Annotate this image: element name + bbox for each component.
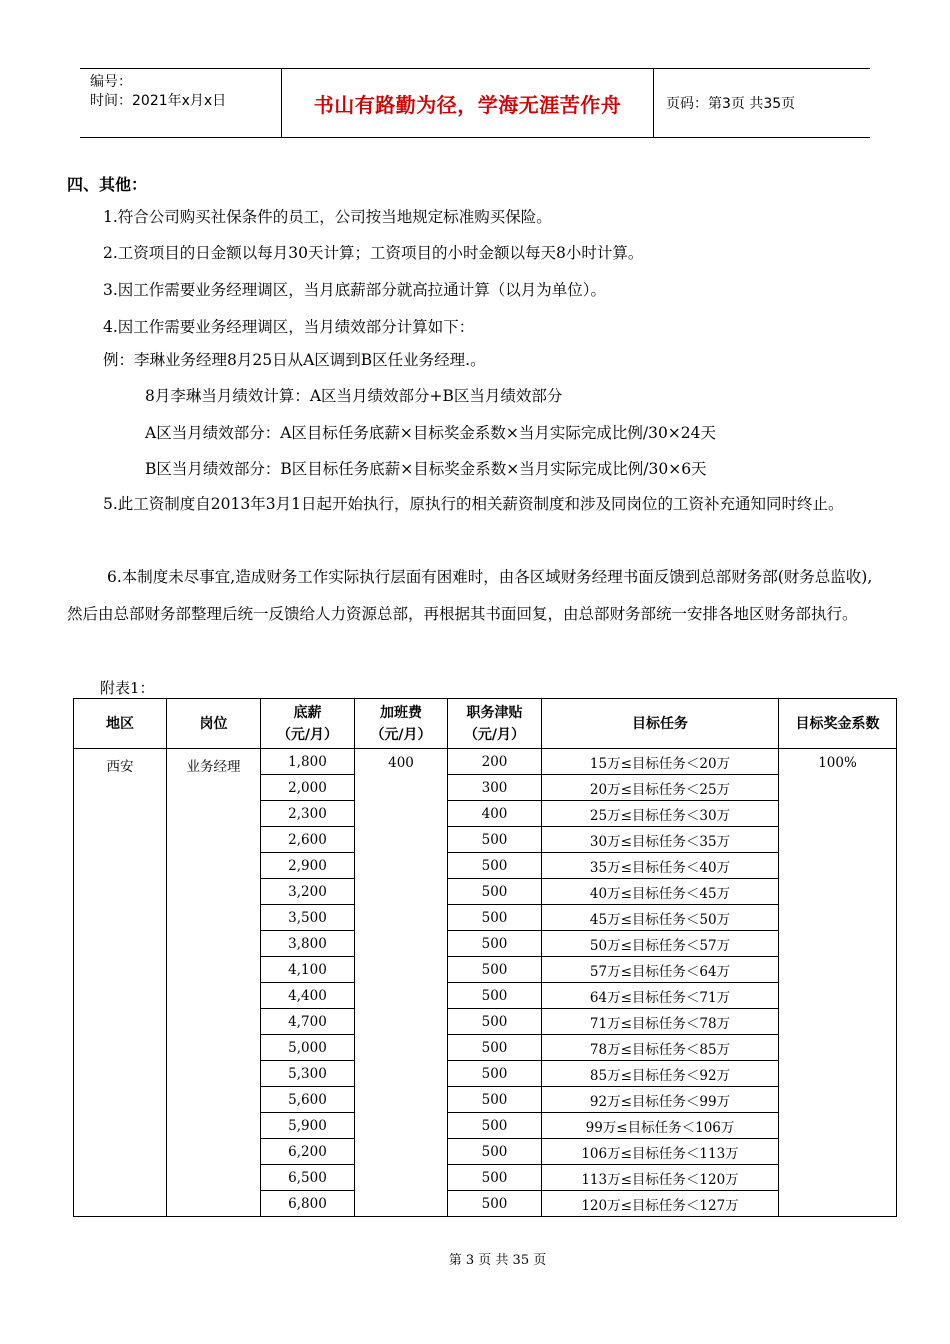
cell-target: 30万≤目标任务＜35万 [542,827,779,853]
col-header-overtime [355,699,448,749]
col-header-overtime-line2: （元/月） [370,726,432,743]
cell-allowance: 500 [448,853,542,879]
header-page-info: 页码：第3页 共35页 [666,96,796,112]
item-6: 6.本制度未尽事宜,造成财务工作实际执行层面有困难时，由各区域财务经理书面反馈到总部财务部(财务总监收),然后由总部财务部整理后统一反馈给人力资源总部，再根据其书面回复，由总部财务部统一安排各地区财务部执行。 [67,568,873,623]
cell-target: 120万≤目标任务＜127万 [542,1191,779,1217]
cell-allowance: 500 [448,1191,542,1217]
table-row [74,749,897,775]
cell-base-pay: 6,500 [261,1165,355,1191]
cell-target: 25万≤目标任务＜30万 [542,801,779,827]
cell-base-pay: 5,300 [261,1061,355,1087]
document-date: 时间：2021年x月x日 [90,93,227,109]
col-header-target: 目标任务 [542,699,779,749]
example-line: 例：李琳业务经理8月25日从A区调到B区任业务经理.。 [103,351,486,369]
cell-target: 57万≤目标任务＜64万 [542,957,779,983]
cell-overtime: 400 [355,749,448,1217]
col-header-base-pay-line1: 底薪 [293,704,322,721]
col-header-allowance [448,699,542,749]
cell-target: 50万≤目标任务＜57万 [542,931,779,957]
section-title: 四、其他： [67,175,148,194]
col-header-position: 岗位 [167,699,261,749]
page-header [80,68,870,138]
cell-target: 99万≤目标任务＜106万 [542,1113,779,1139]
cell-target: 35万≤目标任务＜40万 [542,853,779,879]
cell-base-pay: 3,500 [261,905,355,931]
item-2: 2.工资项目的日金额以每月30天计算；工资项目的小时金额以每天8小时计算。 [103,244,644,262]
cell-allowance: 500 [448,983,542,1009]
cell-base-pay: 3,800 [261,931,355,957]
col-header-bonus: 目标奖金系数 [779,699,897,749]
cell-allowance: 500 [448,1009,542,1035]
cell-target: 15万≤目标任务＜20万 [542,749,779,775]
cell-target: 45万≤目标任务＜50万 [542,905,779,931]
cell-target: 78万≤目标任务＜85万 [542,1035,779,1061]
item-5: 5.此工资制度自2013年3月1日起开始执行，原执行的相关薪资制度和涉及同岗位的工资补充通知同时终止。 [103,495,844,513]
cell-allowance: 500 [448,1113,542,1139]
calc-line-1: 8月李琳当月绩效计算：A区当月绩效部分+B区当月绩效部分 [145,387,563,405]
table-header-row [74,699,897,749]
item-4: 4.因工作需要业务经理调区，当月绩效部分计算如下： [103,318,475,336]
cell-base-pay: 1,800 [261,749,355,775]
cell-allowance: 200 [448,749,542,775]
col-header-allowance-line2: （元/月） [463,726,526,743]
cell-allowance: 500 [448,905,542,931]
cell-target: 106万≤目标任务＜113万 [542,1139,779,1165]
cell-base-pay: 2,600 [261,827,355,853]
cell-base-pay: 6,200 [261,1139,355,1165]
cell-base-pay: 2,300 [261,801,355,827]
cell-allowance: 500 [448,1035,542,1061]
header-meta [80,69,282,137]
cell-base-pay: 4,100 [261,957,355,983]
cell-base-pay: 4,700 [261,1009,355,1035]
cell-base-pay: 6,800 [261,1191,355,1217]
cell-position: 业务经理 [167,749,261,1217]
cell-base-pay: 5,000 [261,1035,355,1061]
salary-table [73,698,897,1217]
col-header-region: 地区 [74,699,167,749]
item-1: 1.符合公司购买社保条件的员工，公司按当地规定标准购买保险。 [103,208,552,226]
cell-target: 113万≤目标任务＜120万 [542,1165,779,1191]
cell-allowance: 500 [448,1139,542,1165]
cell-allowance: 500 [448,931,542,957]
cell-target: 20万≤目标任务＜25万 [542,775,779,801]
document-number-label: 编号： [90,74,132,90]
cell-base-pay: 2,000 [261,775,355,801]
annex-label: 附表1： [100,679,155,697]
cell-target: 64万≤目标任务＜71万 [542,983,779,1009]
cell-base-pay: 5,600 [261,1087,355,1113]
cell-allowance: 500 [448,1061,542,1087]
cell-target: 40万≤目标任务＜45万 [542,879,779,905]
cell-allowance: 300 [448,775,542,801]
cell-target: 85万≤目标任务＜92万 [542,1061,779,1087]
header-motto: 书山有路勤为径，学海无涯苦作舟 [282,69,654,137]
col-header-overtime-line1: 加班费 [380,704,422,721]
col-header-allowance-line1: 职务津贴 [466,704,523,721]
col-header-base-pay-line2: （元/月） [276,726,339,743]
page-footer: 第 3 页 共 35 页 [448,1253,547,1268]
cell-allowance: 500 [448,1087,542,1113]
cell-base-pay: 5,900 [261,1113,355,1139]
cell-allowance: 500 [448,1165,542,1191]
cell-allowance: 500 [448,957,542,983]
cell-bonus: 100% [779,749,897,1217]
cell-target: 71万≤目标任务＜78万 [542,1009,779,1035]
cell-target: 92万≤目标任务＜99万 [542,1087,779,1113]
cell-base-pay: 2,900 [261,853,355,879]
cell-base-pay: 4,400 [261,983,355,1009]
cell-allowance: 500 [448,827,542,853]
cell-allowance: 500 [448,879,542,905]
col-header-base-pay [261,699,355,749]
calc-line-2: A区当月绩效部分：A区目标任务底薪×目标奖金系数×当月实际完成比例/30×24天 [145,424,717,442]
item-3: 3.因工作需要业务经理调区，当月底薪部分就高拉通计算（以月为单位）。 [103,281,607,299]
calc-line-3: B区当月绩效部分：B区目标任务底薪×目标奖金系数×当月实际完成比例/30×6天 [145,460,707,478]
cell-region: 西安 [74,749,167,1217]
cell-base-pay: 3,200 [261,879,355,905]
cell-allowance: 400 [448,801,542,827]
